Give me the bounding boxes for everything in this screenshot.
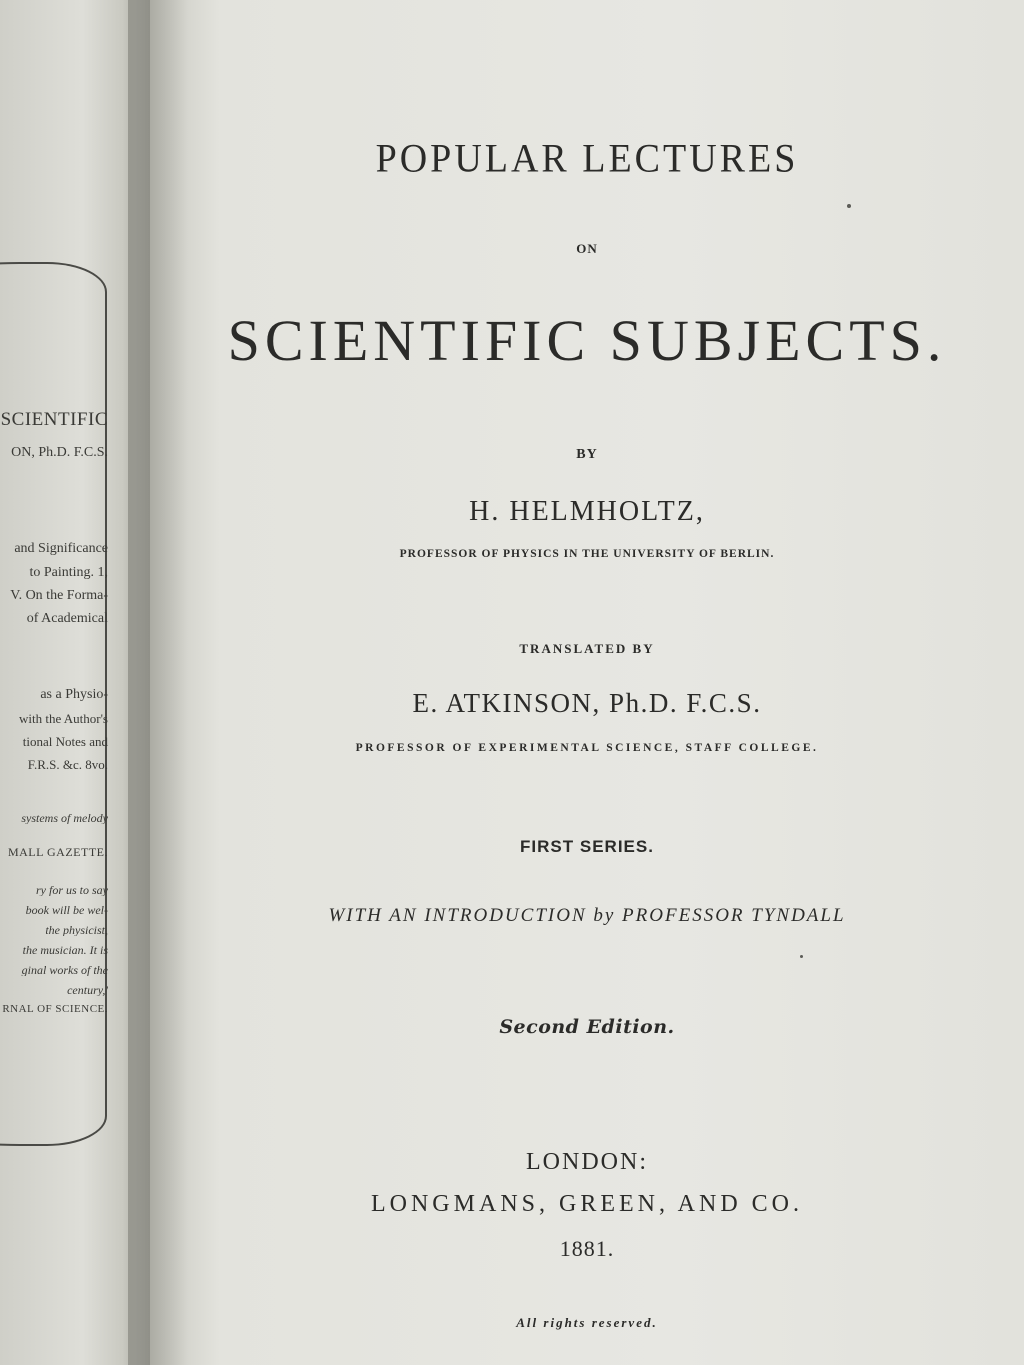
left-page-line: ginal works of the bbox=[21, 964, 108, 976]
paper-speck bbox=[847, 204, 851, 208]
left-page-line: F.R.S. &c. 8vo. bbox=[27, 758, 108, 771]
publication-year: 1881. bbox=[559, 1236, 615, 1261]
author-affiliation: PROFESSOR OF PHYSICS IN THE UNIVERSITY OF BERLIN. bbox=[399, 548, 775, 560]
by-label: BY bbox=[576, 447, 598, 462]
series-label: FIRST SERIES. bbox=[520, 837, 654, 856]
publication-place: LONDON: bbox=[526, 1149, 648, 1175]
edition-label: Second Edition. bbox=[499, 1016, 675, 1038]
left-page-line: the physicist, bbox=[45, 924, 108, 936]
translator-affiliation: PROFESSOR OF EXPERIMENTAL SCIENCE, STAFF COLLEGE. bbox=[355, 742, 819, 754]
left-page-line: V. On the Forma- bbox=[10, 589, 108, 603]
left-page-line: century,' bbox=[67, 984, 108, 996]
title-line-1: POPULAR LECTURES bbox=[375, 136, 799, 182]
left-page-byline: ON, Ph.D. F.C.S. bbox=[11, 446, 108, 460]
left-page-line: to Painting. 1, bbox=[29, 566, 108, 580]
author-name: H. HELMHOLTZ, bbox=[469, 496, 705, 527]
paper-speck bbox=[800, 955, 803, 958]
translator-name: E. ATKINSON, Ph.D. F.C.S. bbox=[412, 688, 762, 718]
title-page bbox=[150, 0, 1024, 1365]
left-page-line: book will be wel- bbox=[25, 904, 108, 916]
left-page-heading: SCIENTIFIC bbox=[0, 410, 108, 429]
left-page-line: as a Physio- bbox=[40, 688, 108, 702]
left-page-line: ry for us to say bbox=[36, 884, 108, 896]
left-page-line: the musician. It is bbox=[22, 944, 108, 956]
left-page-line: and Significance bbox=[14, 542, 108, 556]
left-page-line: of Academical bbox=[26, 612, 108, 626]
translated-by-label: TRANSLATED BY bbox=[519, 641, 655, 656]
left-page-line: with the Author's bbox=[18, 712, 108, 725]
introduction-credit: WITH AN INTRODUCTION by PROFESSOR TYNDALL bbox=[328, 905, 846, 926]
book-gutter bbox=[128, 0, 188, 1365]
publisher-name: LONGMANS, GREEN, AND CO. bbox=[370, 1191, 803, 1217]
left-page-line: RNAL OF SCIENCE. bbox=[2, 1004, 108, 1015]
title-line-2: SCIENTIFIC SUBJECTS. bbox=[227, 308, 947, 373]
left-page-line: MALL GAZETTE. bbox=[7, 846, 108, 858]
rights-notice: All rights reserved. bbox=[516, 1315, 658, 1330]
title-connector: ON bbox=[576, 241, 598, 256]
left-page-line: tional Notes and bbox=[22, 735, 108, 748]
left-page-line: systems of melody bbox=[21, 812, 108, 824]
